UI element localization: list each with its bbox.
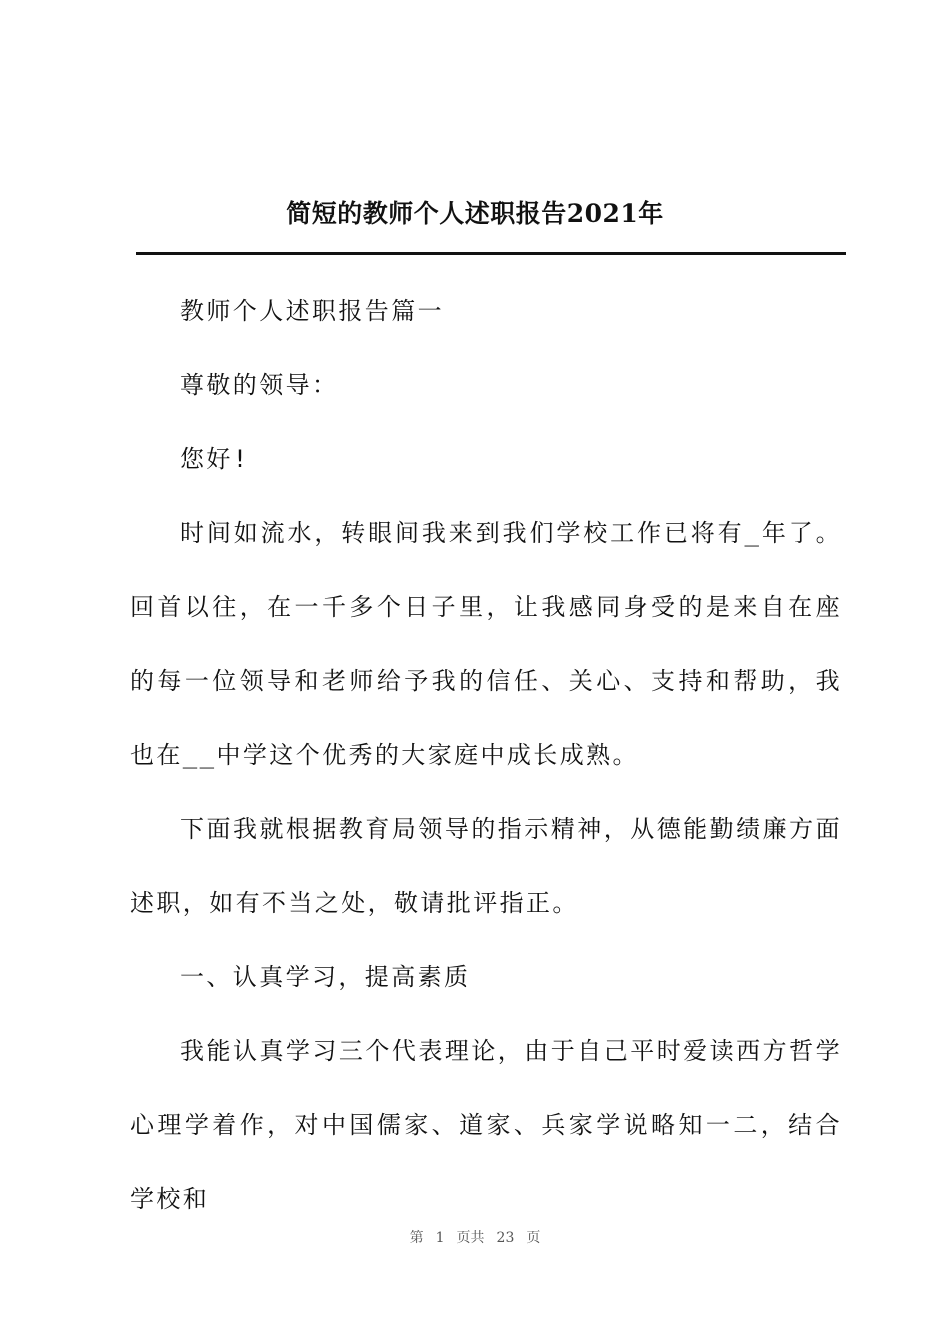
footer-suffix: 页	[526, 1230, 541, 1246]
salutation: 尊敬的领导：	[180, 371, 339, 399]
footer-middle: 页共	[456, 1230, 485, 1246]
body-paragraph: 时间如流水，转眼间我来到我们学校工作已将有_年了。回首以往，在一千多个日子里，让我感同身受的是来自在座的每一位领导和老师给予我的信任、关心、支持和帮助，我也在__中学这个优秀的大家庭中成长成熟。	[130, 519, 842, 769]
document-body	[130, 274, 842, 1236]
document-title: 简短的教师个人述职报告2021年	[286, 199, 664, 228]
section-heading: 教师个人述职报告篇一	[180, 297, 444, 325]
subsection-heading: 一、认真学习，提高素质	[180, 963, 471, 991]
footer-total-pages: 23	[496, 1230, 515, 1246]
footer-current-page: 1	[435, 1230, 445, 1246]
body-paragraph: 我能认真学习三个代表理论，由于自己平时爱读西方哲学心理学着作，对中国儒家、道家、兵家学说略知一二，结合学校和	[130, 1037, 842, 1213]
greeting: 您好!	[180, 445, 250, 473]
body-paragraph: 下面我就根据教育局领导的指示精神，从德能勤绩廉方面述职，如有不当之处，敬请批评指正。	[130, 815, 842, 917]
title-divider	[136, 252, 846, 255]
footer-prefix: 第	[409, 1230, 424, 1246]
page-footer	[0, 1228, 950, 1248]
